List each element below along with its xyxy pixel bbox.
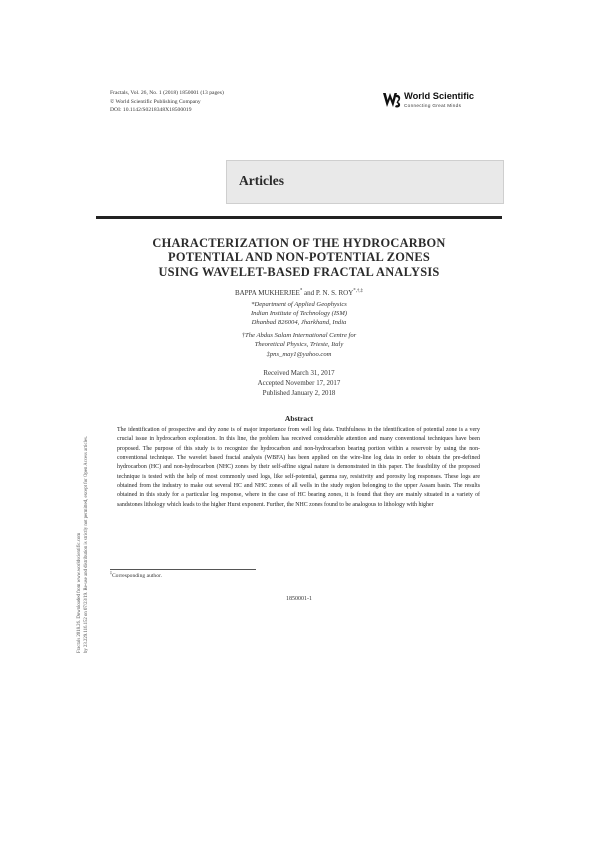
title-line: POTENTIAL AND NON-POTENTIAL ZONES [168, 250, 430, 265]
received-date: Received March 31, 2017 [263, 370, 335, 377]
footnote-mark: ‡ [110, 571, 112, 576]
affiliation-line: Theoretical Physics, Trieste, Italy [254, 341, 344, 349]
journal-doi: DOI: 10.1142/S0218348X18500019 [110, 107, 192, 114]
side-note-line: Fractals 2018.26. Downloaded from www.worldscientific.com [77, 532, 82, 653]
publisher-logo [382, 89, 502, 113]
publication-dates [96, 369, 502, 400]
side-note-line: by 23.229.116.152 on 07/23/19. Re-use and distribution is strictly not permitted, except for Open Access articles. [84, 435, 90, 653]
abstract-heading: Abstract [284, 414, 314, 423]
footnote-rule [110, 569, 256, 570]
journal-info [110, 89, 224, 115]
author-name: P. N. S. ROY [315, 289, 354, 297]
section-banner [226, 160, 504, 204]
article-title [96, 236, 502, 279]
author-email: ‡pns_may1@yahoo.com [266, 351, 332, 358]
title-line: CHARACTERIZATION OF THE HYDROCARBON [152, 236, 446, 250]
affiliation-line: Dhanbad 826004, Jharkhand, India [251, 319, 347, 327]
section-label: Articles [239, 173, 284, 188]
affiliation-line: *Department of Applied Geophysics [251, 301, 347, 308]
journal-citation: Fractals, Vol. 26, No. 1 (2018) 1850001 (13 pages) [110, 90, 224, 96]
author-mark: *,†,‡ [353, 288, 364, 294]
footnote-text: Corresponding author. [111, 573, 162, 579]
affiliation-secondary [96, 331, 502, 349]
world-scientific-logo-icon [382, 90, 402, 110]
accepted-date: Accepted November 17, 2017 [257, 380, 341, 388]
footnote [110, 573, 162, 579]
journal-copyright: © World Scientific Publishing Company [110, 98, 201, 105]
publisher-tagline: Connecting Great Minds [404, 103, 462, 108]
header-rule [96, 216, 502, 219]
title-line: USING WAVELET-BASED FRACTAL ANALYSIS [158, 264, 440, 279]
abstract-text: The identification of prospective and dry zone is of major importance from well log data. Truthfulness in the identification of potential zone is a very crucial issue in hydrocarbon exploration. In this line, the problem has received considerable attention and many conventional techniques have been proposed. The purpose of this study is to recognize the hydrocarbon and non-hydrocarbon bearing portion within a reservoir by using the non-conventional technique. The wavelet based fractal analysis (WBFA) has been applied on the wire-line log data in order to obtain the pre-defined hydrocarbon (HC) and non-hydrocarbon (NHC) zones by their self-affine signal nature is demonstrated in this paper. The feasibility of the proposed technique is tested with the help of most commonly used logs, like self-potential, gamma ray, resistivity and porosity log responses. These logs are obtained from the industry to make out several HC and NHC zones of all wells in the study region belonging to the upper Assam basin. The results obtained in this study for a particular log response, where in the case of HC bearing zones, it is found that they are mainly situated in a variety of sandstones lithology which leads to the higher Hurst exponent. Further, the NHC zones found to be analogous to lithology with higher [117, 427, 480, 508]
published-date: Published January 2, 2018 [262, 390, 336, 398]
page-number: 1850001-1 [286, 596, 312, 602]
author-mark: * [299, 288, 303, 294]
author-list [96, 289, 502, 297]
affiliation-primary [96, 300, 502, 328]
publisher-name: World Scientific [404, 91, 475, 101]
affiliation-line: †The Abdus Salam International Centre for [241, 332, 357, 339]
author-name: BAPPA MUKHERJEE [234, 289, 300, 297]
affiliation-line: Indian Institute of Technology (ISM) [250, 310, 348, 318]
author-conjunction: and [302, 289, 316, 297]
